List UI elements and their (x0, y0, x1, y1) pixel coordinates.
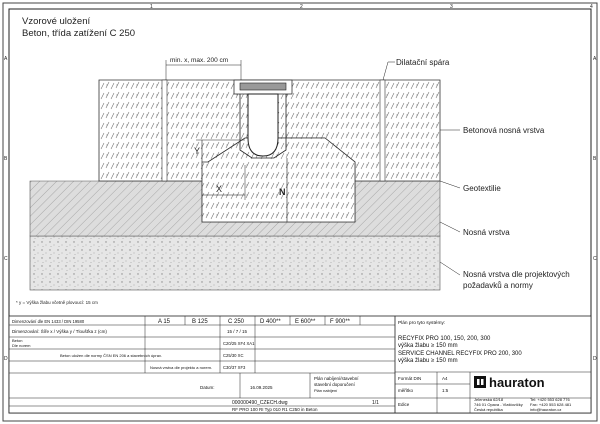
phone-line-1: Tel: +420 553 628 776 (530, 397, 570, 402)
doc-desc-line1: Plán nabíjení/stavební (314, 376, 359, 381)
grid-letter-c-right: C (593, 256, 597, 262)
footnote: * y = Výška žlabu včetně plovoucí: 15 cm (16, 300, 98, 305)
load-class-f900: F 900** (330, 319, 351, 325)
grid-number-1: 1 (150, 4, 153, 10)
note-2: Nosná vrstva dle projektu a norem. (150, 365, 213, 370)
callout-subbase-line1: Nosná vrstva dle projektových (463, 270, 570, 279)
row2-value: 15 / 7 / 15 (227, 329, 248, 334)
edition-label: Edice (398, 402, 410, 407)
hauraton-logo (474, 375, 545, 390)
phone-line-2: Fax: +420 553 628 481 (530, 402, 572, 407)
grid-number-2: 2 (300, 4, 303, 10)
note-1: Beton uložen dle normy ČSN EN 206 a stavebních úprav. (60, 353, 162, 358)
reference-text: RF PRO 100 RI Typ 010 R1 C250 in Beton (232, 407, 318, 412)
expansion-joint-left (162, 80, 167, 181)
brand-name: hauraton (489, 375, 545, 390)
email: info@hauraton.cz (530, 407, 562, 412)
grid-letter-b-right: B (593, 156, 597, 162)
row2-label: Dimenzování: Šíře x / Výška y / Tloušťka z (cm) (12, 329, 107, 334)
callout-dilatation-joint: Dilatační spára (396, 58, 450, 67)
grid-letter-d: D (4, 356, 8, 362)
date-value: 16.09.2025 (250, 385, 273, 390)
load-class-c250: C 250 (228, 319, 245, 325)
dimension-x-label: X (216, 184, 223, 194)
system-line-2: výška žlabu ≥ 150 mm (398, 343, 458, 349)
load-class-a15: A 15 (158, 319, 171, 325)
grid-letter-a-right: A (593, 56, 597, 62)
concrete-haunch (202, 138, 355, 222)
doc-desc-line2: stavební doporučení (314, 382, 355, 387)
system-line-3: SERVICE CHANNEL RECYFIX PRO 200, 300 (398, 351, 522, 357)
row3-label-a: Beton (12, 338, 23, 343)
load-class-b125: B 125 (192, 319, 208, 325)
doc-label: Plán nabíjení (314, 388, 338, 393)
callout-concrete-layer: Betonová nosná vrstva (463, 126, 545, 135)
callout-subbase-line2: požadavků a normy (463, 281, 533, 290)
scale-label: měřítko (398, 388, 414, 393)
dimension-width-label: min. x, max. 200 cm (170, 57, 229, 64)
grid-letter-c: C (4, 256, 8, 262)
grid-number-4: 4 (590, 4, 593, 10)
address-line-3: Česká republika (474, 407, 503, 412)
drawing-code: 000000490_CZECH.dwg (232, 400, 288, 406)
row1-label: Dimenzování dle EN 1433 / DIN 19580 (12, 319, 85, 324)
grid-number-3: 3 (450, 4, 453, 10)
format-label: Formát DIN (398, 376, 422, 381)
row5-value: C30/37 XF3 (223, 365, 246, 370)
dimension-n-label: N (279, 187, 286, 197)
dimension-y-label: Y (194, 146, 201, 156)
scale-value: 1:5 (442, 388, 449, 393)
grid-letter-b: B (4, 156, 8, 162)
expansion-joint-right (380, 80, 385, 181)
subbase-layer (30, 236, 440, 290)
address-line-1: Jeleneská 62/18 (474, 397, 504, 402)
system-line-4: výška žlabu ≥ 150 mm (398, 358, 458, 364)
drawing-subtitle: Beton, třída zatížení C 250 (22, 28, 136, 39)
row3-value: C20/25 XF4 XA1 (223, 341, 255, 346)
row3-label-b: Dle norem (12, 343, 31, 348)
system-line-1: RECYFIX PRO 100, 150, 200, 300 (398, 336, 491, 342)
load-class-d400: D 400** (260, 319, 281, 325)
page-number: 1/1 (372, 400, 379, 406)
grating-icon (240, 83, 286, 90)
grid-letter-d-right: D (593, 356, 597, 362)
callout-base-layer: Nosná vrstva (463, 228, 510, 237)
address-line-2: 746 01 Opava - Vlaštovičky (474, 402, 523, 407)
drawing-title: Vzorové uložení (22, 16, 91, 27)
callout-geotextile: Geotextilie (463, 184, 501, 193)
plan-label: Plán pro tyto systémy: (398, 321, 446, 326)
row4-value: C25/30 XC (223, 353, 244, 358)
format-value: A4 (442, 376, 448, 381)
channel-body (248, 94, 278, 156)
grid-letter-a: A (4, 56, 8, 62)
date-label: Datum: (200, 385, 215, 390)
load-class-e600: E 600** (295, 319, 316, 325)
